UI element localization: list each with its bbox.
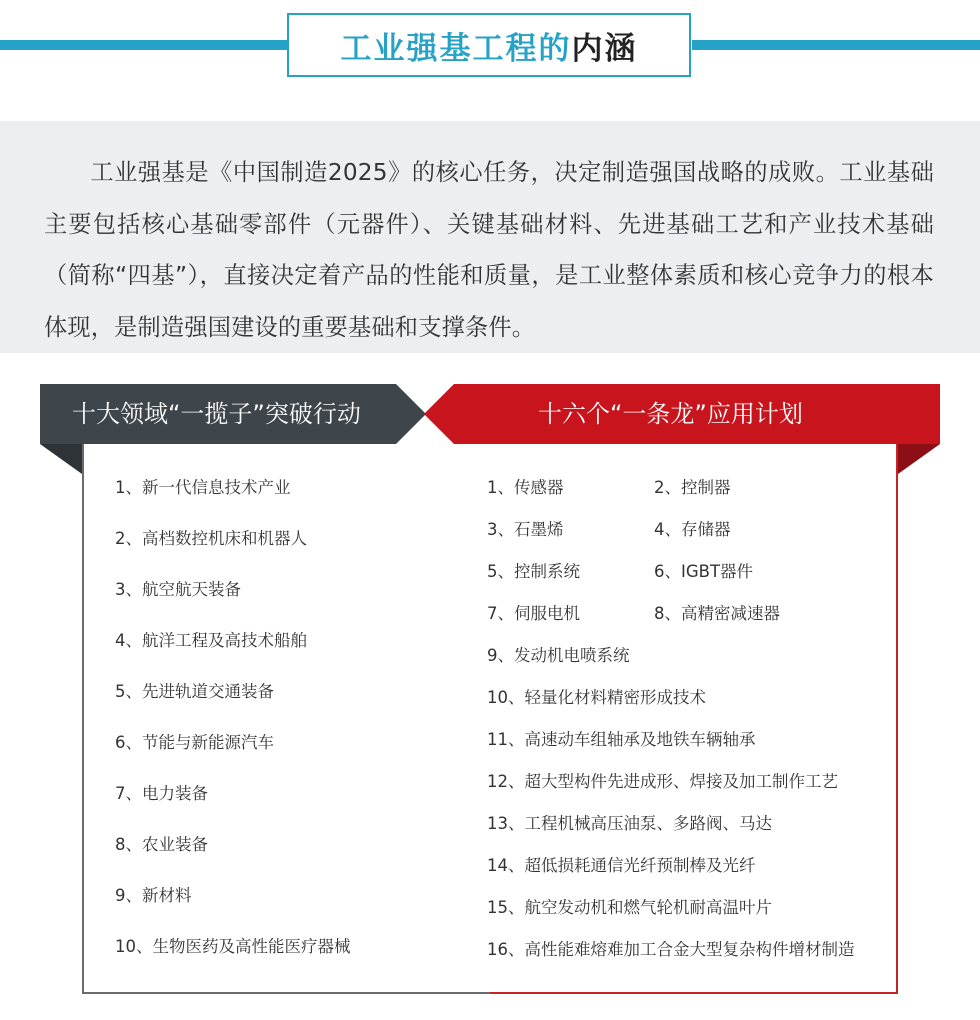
title-rule-right <box>692 40 980 50</box>
list-row <box>487 936 907 978</box>
list-row <box>487 852 907 894</box>
page-title-highlight: 工业强基工程的 <box>340 30 572 67</box>
list-item: 16、高性能难熔难加工合金大型复杂构件增材制造 <box>487 940 855 959</box>
list-item: 4、存储器 <box>654 520 731 539</box>
list-item: 8、农业装备 <box>115 835 208 854</box>
list-item: 12、超大型构件先进成形、焊接及加工制作工艺 <box>487 772 838 791</box>
list-item: 3、航空航天装备 <box>115 580 241 599</box>
list-item: 2、高档数控机床和机器人 <box>115 529 307 548</box>
left-panel-list <box>115 474 351 984</box>
intro-section <box>0 121 980 353</box>
list-item: 7、电力装备 <box>115 784 208 803</box>
list-item: 6、IGBT器件 <box>654 562 754 581</box>
title-rule-left <box>0 40 288 50</box>
list-row <box>487 516 907 558</box>
list-row <box>487 600 907 642</box>
list-item: 2、控制器 <box>654 478 731 497</box>
right-ribbon-fold <box>898 444 940 474</box>
list-row <box>487 642 907 684</box>
left-panel-title: 十大领域“一揽子”突破行动 <box>72 400 361 428</box>
left-ribbon-fold <box>40 444 82 474</box>
list-row <box>487 726 907 768</box>
list-row <box>487 474 907 516</box>
list-item: 10、轻量化材料精密形成技术 <box>487 688 706 707</box>
list-item: 6、节能与新能源汽车 <box>115 733 274 752</box>
list-item: 14、超低损耗通信光纤预制棒及光纤 <box>487 856 756 875</box>
page-title-tail: 内涵 <box>571 30 638 67</box>
list-item: 8、高精密减速器 <box>654 604 780 623</box>
list-row <box>487 768 907 810</box>
list-item: 9、新材料 <box>115 886 192 905</box>
list-item: 3、石墨烯 <box>487 520 564 539</box>
right-panel-list <box>487 474 907 978</box>
list-item: 15、航空发动机和燃气轮机耐高温叶片 <box>487 898 772 917</box>
list-item: 9、发动机电喷系统 <box>487 646 630 665</box>
list-item: 7、伺服电机 <box>487 604 580 623</box>
list-item: 5、控制系统 <box>487 562 580 581</box>
page-title <box>287 13 691 77</box>
intro-paragraph: 工业强基是《中国制造2025》的核心任务，决定制造强国战略的成败。工业基础主要包括核心基础零部件（元器件）、关键基础材料、先进基础工艺和产业技术基础（简称“四基”），直接决定着产品的性能和质量，是工业整体素质和核心竞争力的根本体现，是制造强国建设的重要基础和支撑条件。 <box>44 159 934 341</box>
list-row <box>487 810 907 852</box>
list-item: 4、航洋工程及高技术船舶 <box>115 631 307 650</box>
list-row <box>487 894 907 936</box>
list-row <box>487 684 907 726</box>
list-item: 11、高速动车组轴承及地铁车辆轴承 <box>487 730 756 749</box>
list-item: 10、生物医药及高性能医疗器械 <box>115 937 351 956</box>
list-row <box>487 558 907 600</box>
list-item: 5、先进轨道交通装备 <box>115 682 274 701</box>
list-item: 13、工程机械高压油泵、多路阀、马达 <box>487 814 772 833</box>
right-panel-title: 十六个“一条龙”应用计划 <box>538 400 803 428</box>
list-item: 1、新一代信息技术产业 <box>115 478 291 497</box>
list-item: 1、传感器 <box>487 478 564 497</box>
